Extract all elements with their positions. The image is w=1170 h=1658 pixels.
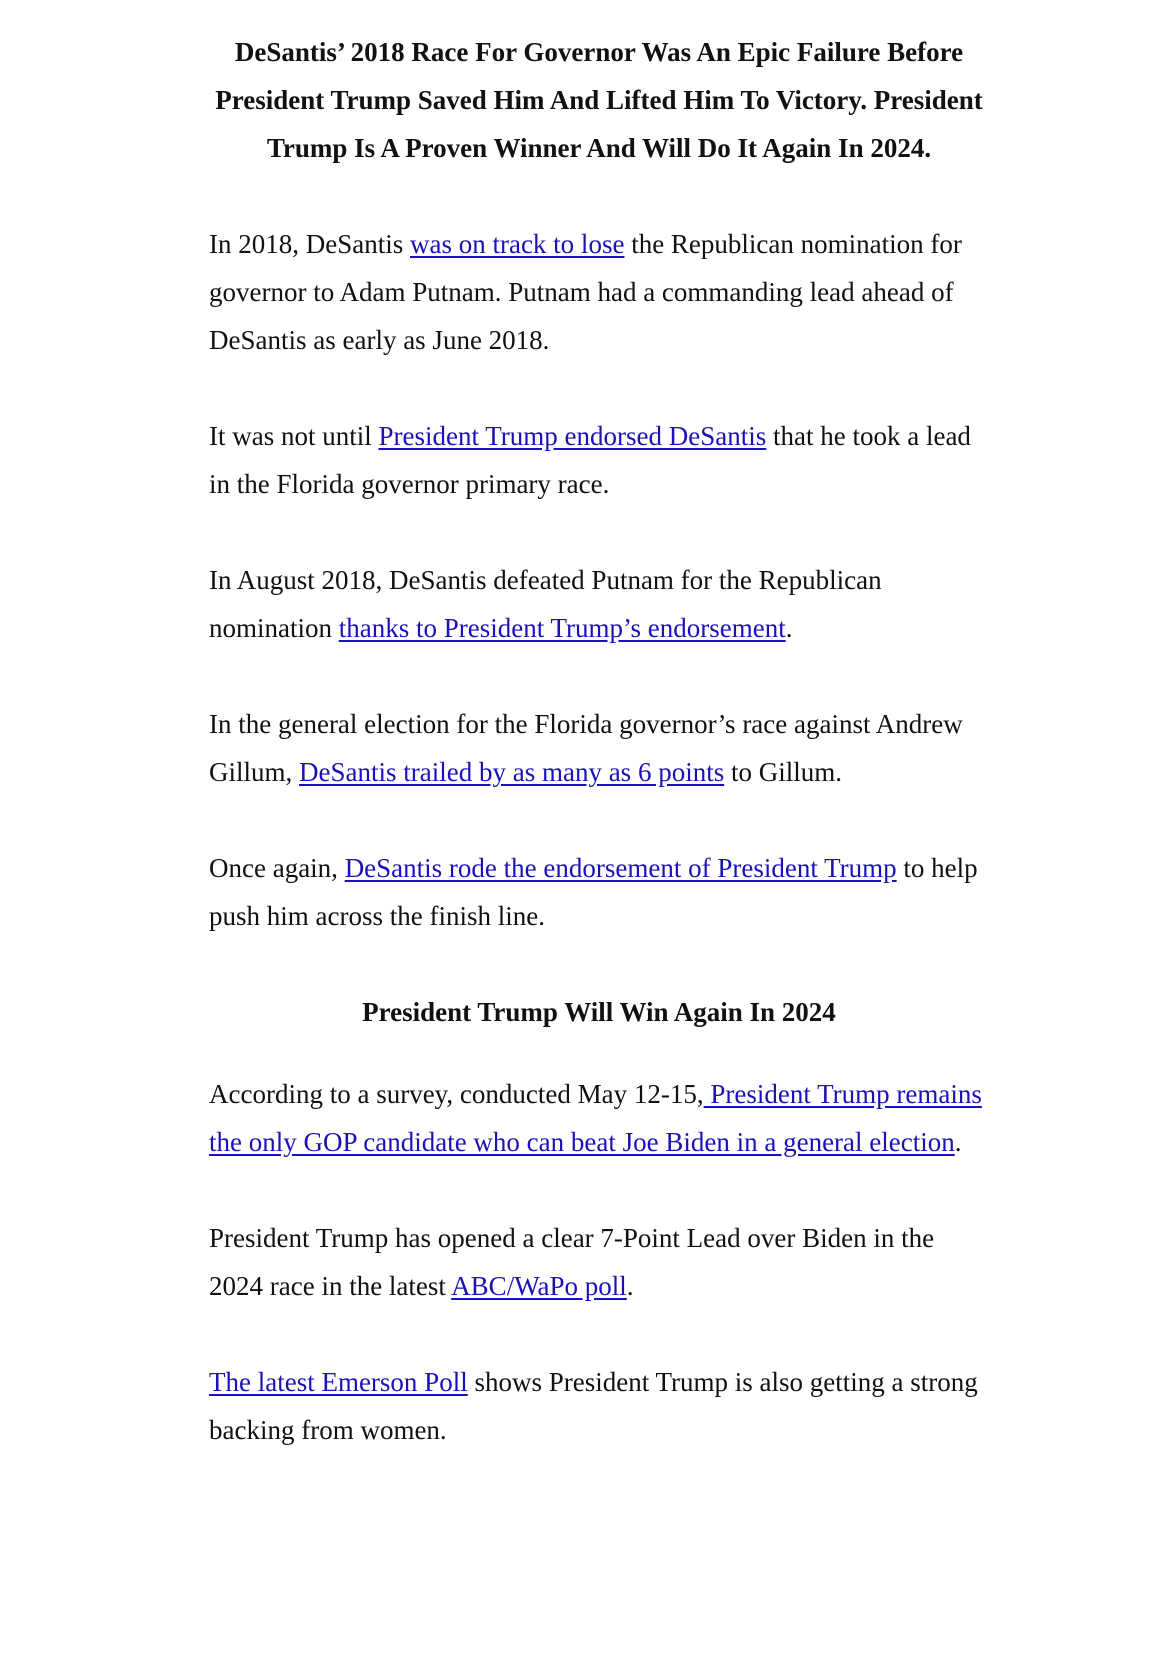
paragraph-august-2018 [209, 556, 989, 652]
paragraph-2018-race [209, 220, 989, 364]
paragraph-survey [209, 1070, 989, 1166]
link-latest-emerson-poll[interactable]: The latest Emerson Poll [209, 1367, 468, 1397]
section-heading: President Trump Will Win Again In 2024 [362, 997, 836, 1027]
paragraph-text: In the general election for the Florida governor’s race against Andrew Gillum, [209, 709, 963, 787]
link-trailed-by-6-points[interactable]: DeSantis trailed by as many as 6 points [299, 757, 725, 787]
paragraph-text: that he took a lead in the Florida governor primary race. [209, 421, 971, 499]
paragraph-7-point-lead [209, 1214, 989, 1310]
link-on-track-to-lose[interactable]: was on track to lose [409, 229, 625, 259]
paragraph-text: . [954, 1127, 962, 1157]
document-page [209, 28, 989, 1502]
link-abc-wapo-poll[interactable]: ABC/WaPo poll [451, 1271, 627, 1301]
paragraph-once-again [209, 844, 989, 940]
paragraph-text: According to a survey, conducted May 12-15, [209, 1079, 704, 1109]
paragraph-general-election [209, 700, 989, 796]
main-heading: DeSantis’ 2018 Race For Governor Was An Epic Failure Before President Trump Saved Him And Lifted Him To Victory. President Trump Is A Proven Winner And Will Do It Again In 2024. [215, 37, 983, 163]
link-thanks-to-endorsement[interactable]: thanks to President Trump’s endorsement [338, 613, 786, 643]
paragraph-text: In August 2018, DeSantis defeated Putnam for the Republican nomination [209, 565, 882, 643]
link-rode-the-endorsement[interactable]: DeSantis rode the endorsement of President Trump [344, 853, 897, 883]
paragraph-emerson-poll [209, 1358, 989, 1454]
paragraph-text: to Gillum. [724, 757, 842, 787]
link-only-gop-candidate[interactable]: President Trump remains the only GOP candidate who can beat Joe Biden in a general election [209, 1079, 982, 1157]
paragraph-text: President Trump has opened a clear 7-Point Lead over Biden in the 2024 race in the latest [209, 1223, 935, 1301]
paragraph-text: . [626, 1271, 634, 1301]
paragraph-text: shows President Trump is also getting a strong backing from women. [209, 1367, 978, 1445]
link-trump-endorsed-desantis[interactable]: President Trump endorsed DeSantis [378, 421, 767, 451]
paragraph-endorsement [209, 412, 989, 508]
paragraph-text: In 2018, DeSantis [209, 229, 410, 259]
paragraph-text: to help push him across the finish line. [209, 853, 978, 931]
paragraph-text: It was not until [209, 421, 379, 451]
paragraph-text: . [785, 613, 793, 643]
paragraph-text: Once again, [209, 853, 345, 883]
paragraph-text: the Republican nomination for governor to Adam Putnam. Putnam had a commanding lead ahead of DeSantis as early as June 2018. [209, 229, 962, 355]
